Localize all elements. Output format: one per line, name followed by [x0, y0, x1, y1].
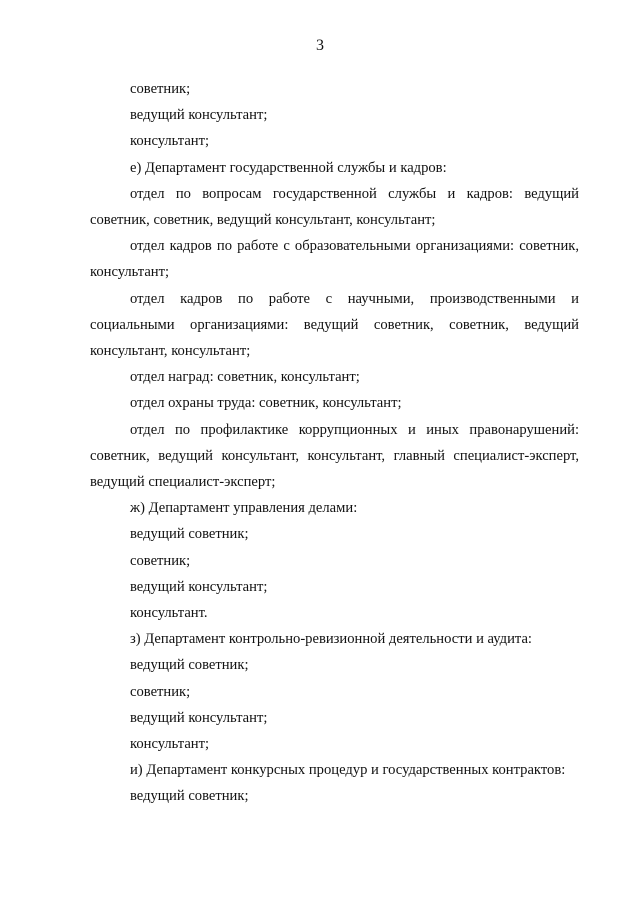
paragraph: ведущий консультант;	[130, 107, 268, 124]
paragraph: отдел кадров по работе с научными, производственными и социальными организациями: ведущий советник, советник, ведущий консультант, консультант;	[90, 290, 579, 360]
paragraph: ведущий советник;	[130, 657, 249, 674]
document-body	[90, 76, 579, 810]
paragraph: отдел наград: советник, консультант;	[130, 369, 360, 386]
paragraph: консультант.	[130, 605, 208, 622]
paragraph: ведущий консультант;	[130, 709, 268, 726]
paragraph: ведущий советник;	[130, 526, 249, 543]
paragraph: консультант;	[130, 736, 210, 753]
section-heading: ж) Департамент управления делами:	[130, 500, 358, 517]
paragraph: советник;	[130, 552, 191, 569]
paragraph: отдел кадров по работе с образовательными организациями: советник, консультант;	[90, 238, 579, 281]
paragraph: советник;	[130, 81, 191, 97]
paragraph: ведущий консультант;	[130, 578, 268, 595]
paragraph: отдел по профилактике коррупционных и иных правонарушений: советник, ведущий консультант, консультант, главный специалист-эксперт, ведущий специалист-эксперт;	[90, 421, 579, 491]
paragraph: консультант;	[130, 133, 210, 150]
paragraph: отдел охраны труда: советник, консультант;	[130, 395, 402, 412]
section-heading: и) Департамент конкурсных процедур и государственных контрактов:	[130, 762, 566, 779]
paragraph: советник;	[130, 683, 191, 700]
section-heading: е) Департамент государственной службы и кадров:	[130, 159, 447, 176]
page-number: 3	[316, 37, 324, 54]
paragraph: ведущий советник;	[130, 788, 249, 805]
section-heading: з) Департамент контрольно-ревизионной деятельности и аудита:	[130, 631, 532, 648]
paragraph: отдел по вопросам государственной службы и кадров: ведущий советник, советник, ведущий консультант, консультант;	[90, 185, 579, 229]
